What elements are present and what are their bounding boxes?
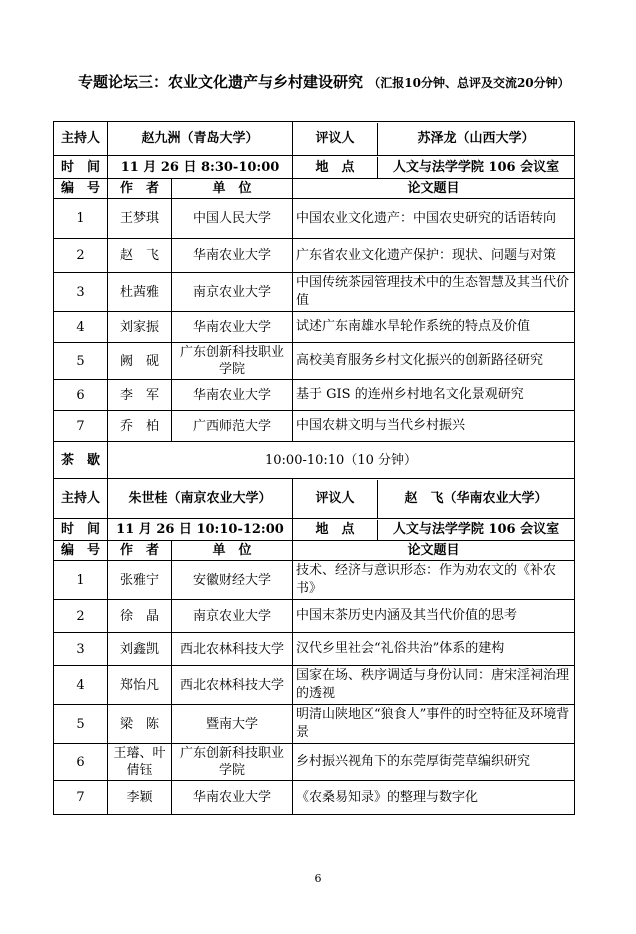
- paper-number: 6: [54, 744, 108, 781]
- time-label: 时 间: [54, 156, 108, 179]
- paper-title: 技术、经济与意识形态：作为劝农文的《补农书》: [293, 561, 575, 600]
- venue-label: 地 点: [293, 157, 378, 178]
- col-no-header: 编 号: [54, 179, 108, 199]
- table-row: [54, 411, 575, 442]
- paper-number: 6: [54, 380, 108, 411]
- page-number: 6: [314, 872, 322, 885]
- paper-author: 杜茜雅: [108, 273, 172, 312]
- paper-title: 中国末茶历史内涵及其当代价值的思考: [293, 600, 575, 633]
- paper-title: 中国农业文化遗产：中国农史研究的话语转向: [293, 199, 575, 239]
- paper-number: 3: [54, 273, 108, 312]
- paper-number: 7: [54, 781, 108, 815]
- time-value: 11 月 26 日 8:30-10:00: [108, 156, 293, 179]
- paper-number: 2: [54, 600, 108, 633]
- paper-unit: 中国人民大学: [172, 199, 293, 239]
- reviewer-value: 赵 飞（华南农业大学）: [404, 491, 548, 506]
- reviewer-cell: [293, 122, 575, 156]
- paper-number: 4: [54, 666, 108, 705]
- section-title: 专题论坛三：农业文化遗产与乡村建设研究: [78, 73, 364, 91]
- venue-value: 人文与法学学院 106 会议室: [392, 159, 560, 175]
- section-heading: [78, 70, 578, 96]
- paper-author: 阙 砚: [108, 343, 172, 380]
- paper-unit: 华南农业大学: [172, 239, 293, 273]
- paper-title: 国家在场、秩序调适与身份认同：唐宋淫祠治理的透视: [293, 666, 575, 705]
- paper-unit: 南京农业大学: [172, 600, 293, 633]
- paper-title: 高校美育服务乡村文化振兴的创新路径研究: [293, 343, 575, 380]
- reviewer-label: 评议人: [293, 123, 378, 155]
- paper-author: 郑怡凡: [108, 666, 172, 705]
- paper-title: 乡村振兴视角下的东莞厚街莞草编织研究: [293, 744, 575, 781]
- paper-author: 王璿、叶倩钰: [108, 744, 172, 781]
- venue-label: 地 点: [293, 520, 378, 540]
- paper-title: 《农桑易知录》的整理与数字化: [293, 781, 575, 815]
- paper-unit: 暨南大学: [172, 705, 293, 744]
- paper-title: 基于 GIS 的连州乡村地名文化景观研究: [293, 380, 575, 411]
- col-unit-header: 单 位: [172, 179, 293, 199]
- table-row: [54, 600, 575, 633]
- paper-author: 李颖: [108, 781, 172, 815]
- paper-author: 赵 飞: [108, 239, 172, 273]
- time-value: 11 月 26 日 10:10-12:00: [108, 519, 293, 541]
- table-row: [54, 633, 575, 666]
- paper-title: 试述广东南雄水旱轮作系统的特点及价值: [293, 312, 575, 343]
- paper-unit: 广东创新科技职业学院: [172, 744, 293, 781]
- paper-number: 1: [54, 199, 108, 239]
- paper-author: 梁 陈: [108, 705, 172, 744]
- table-row: [54, 666, 575, 705]
- paper-unit: 华南农业大学: [172, 312, 293, 343]
- session2-host-row: [54, 479, 575, 519]
- host-value: 朱世桂（南京农业大学）: [108, 479, 293, 519]
- paper-author: 王梦琪: [108, 199, 172, 239]
- host-value: 赵九洲（青岛大学）: [108, 122, 293, 156]
- venue-cell: [293, 156, 575, 179]
- paper-unit: 安徽财经大学: [172, 561, 293, 600]
- paper-unit: 华南农业大学: [172, 781, 293, 815]
- session1-host-row: [54, 122, 575, 156]
- col-title-header: 论文题目: [293, 541, 575, 561]
- session2-time-row: [54, 519, 575, 541]
- col-no-header: 编 号: [54, 541, 108, 561]
- paper-title: 广东省农业文化遗产保护：现状、问题与对策: [293, 239, 575, 273]
- paper-unit: 西北农林科技大学: [172, 633, 293, 666]
- table-row: [54, 343, 575, 380]
- col-title-header: 论文题目: [293, 179, 575, 199]
- table-row: [54, 380, 575, 411]
- table-row: [54, 239, 575, 273]
- venue-value: 人文与法学学院 106 会议室: [392, 521, 560, 537]
- venue-cell: [293, 519, 575, 541]
- paper-author: 张雅宁: [108, 561, 172, 600]
- paper-title: 汉代乡里社会“礼俗共治”体系的建构: [293, 633, 575, 666]
- table-row: [54, 312, 575, 343]
- session1-time-row: [54, 156, 575, 179]
- table-row: [54, 744, 575, 781]
- paper-number: 7: [54, 411, 108, 442]
- paper-number: 1: [54, 561, 108, 600]
- paper-number: 3: [54, 633, 108, 666]
- paper-unit: 南京农业大学: [172, 273, 293, 312]
- col-unit-header: 单 位: [172, 541, 293, 561]
- paper-number: 5: [54, 705, 108, 744]
- table-row: [54, 273, 575, 312]
- host-label: 主持人: [54, 479, 108, 519]
- paper-unit: 广西师范大学: [172, 411, 293, 442]
- paper-author: 刘家振: [108, 312, 172, 343]
- schedule-table: [53, 121, 575, 815]
- paper-title: 中国传统茶园管理技术中的生态智慧及其当代价值: [293, 273, 575, 312]
- col-author-header: 作 者: [108, 541, 172, 561]
- paper-unit: 华南农业大学: [172, 380, 293, 411]
- paper-unit: 西北农林科技大学: [172, 666, 293, 705]
- session1-column-header: [54, 179, 575, 199]
- tea-break-time: 10:00-10:10（10 分钟）: [108, 442, 575, 479]
- reviewer-cell: [293, 479, 575, 519]
- col-author-header: 作 者: [108, 179, 172, 199]
- reviewer-value: 苏泽龙（山西大学）: [417, 131, 535, 146]
- paper-number: 2: [54, 239, 108, 273]
- tea-break-label: 茶 歇: [54, 442, 108, 479]
- tea-break-row: [54, 442, 575, 479]
- table-row: [54, 705, 575, 744]
- session2-column-header: [54, 541, 575, 561]
- paper-title: 明清山陕地区“狼食人”事件的时空特征及环境背景: [293, 705, 575, 744]
- host-label: 主持人: [54, 122, 108, 156]
- table-row: [54, 781, 575, 815]
- paper-author: 李 军: [108, 380, 172, 411]
- time-label: 时 间: [54, 519, 108, 541]
- reviewer-label: 评议人: [293, 480, 378, 518]
- paper-title: 中国农耕文明与当代乡村振兴: [293, 411, 575, 442]
- table-row: [54, 199, 575, 239]
- paper-number: 5: [54, 343, 108, 380]
- paper-number: 4: [54, 312, 108, 343]
- paper-author: 刘鑫凯: [108, 633, 172, 666]
- paper-author: 乔 柏: [108, 411, 172, 442]
- table-row: [54, 561, 575, 600]
- section-note: （汇报10分钟、总评及交流20分钟）: [368, 76, 570, 90]
- paper-unit: 广东创新科技职业学院: [172, 343, 293, 380]
- paper-author: 徐 晶: [108, 600, 172, 633]
